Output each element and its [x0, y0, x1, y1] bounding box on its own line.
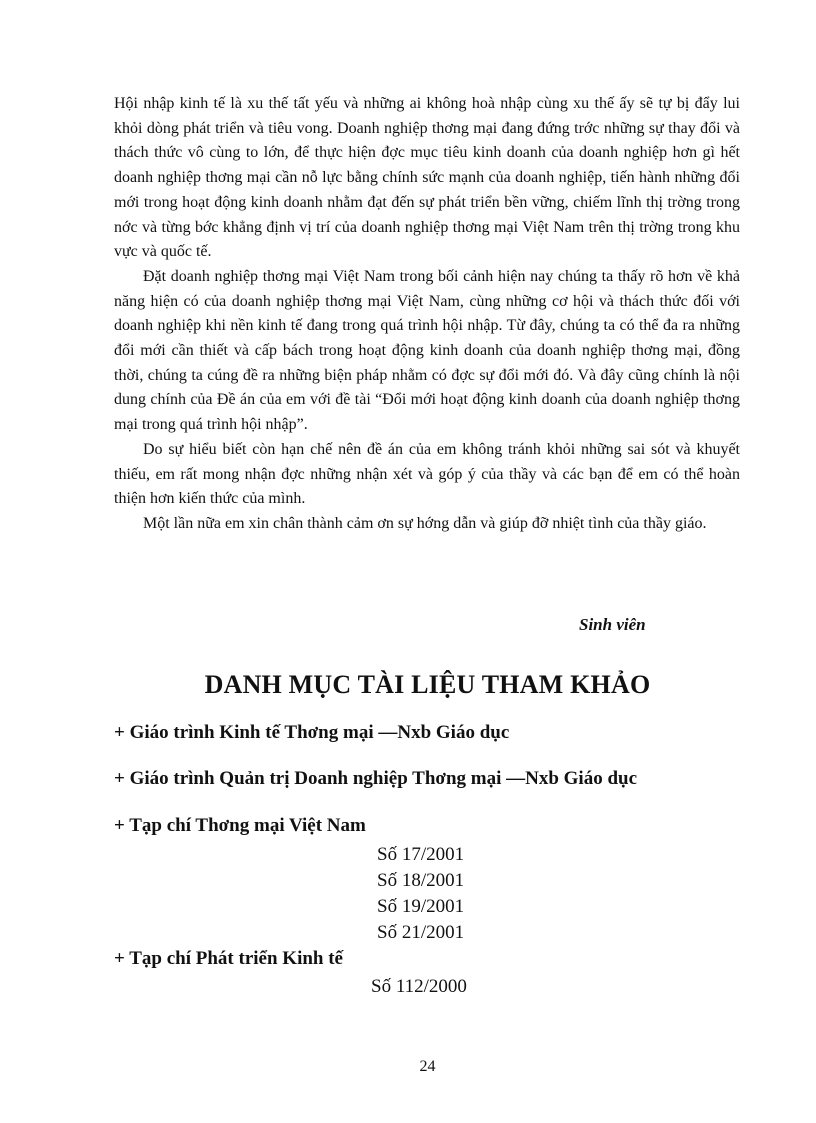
reference-item: + Giáo trình Kinh tế Thơng mại —Nxb Giáo dục: [114, 722, 510, 743]
journal-issue: Số 18/2001: [377, 870, 465, 891]
paragraph-thanks: Một lần nữa em xin chân thành cảm ơn sự hớng dẫn và giúp đỡ nhiệt tình của thầy giáo.: [143, 514, 707, 532]
page-number: 24: [419, 1058, 436, 1075]
signature-label: Sinh viên: [579, 615, 646, 634]
paragraph-integration: Hội nhập kinh tế là xu thế tất yếu và những ai không hoà nhập cùng xu thế ấy sẽ tự bị đẩy lui khỏi dòng phát triển và tiêu vong. Doanh nghiệp thơng mại đang đứng trớc những sự thay đổi và thách thức vô cùng to lớn, để thực hiện đợc mục tiêu kinh doanh của doanh nghiệp hơn gì hết doanh nghiệp thơng mại cần nỗ lực bằng chính sức mạnh của doanh nghiệp, tiến hành những đổi mới trong hoạt động kinh doanh nhằm đạt đến sự phát triển bền vững, chiếm lĩnh thị trờng trong nớc và từng bớc khẳng định vị trí của doanh nghiệp thơng mại Việt Nam trên thị trờng trong khu vực và quốc tế.: [114, 95, 740, 261]
reference-item: + Giáo trình Quản trị Doanh nghiệp Thơng mại —Nxb Giáo dục: [114, 768, 638, 789]
conclusion-body: [114, 92, 740, 537]
paragraph-context: Đặt doanh nghiệp thơng mại Việt Nam trong bối cảnh hiện nay chúng ta thấy rõ hơn về khả năng hiện có của doanh nghiệp thơng mại Việt Nam, cùng những cơ hội và thách thức đối với doanh nghiệp khi nền kinh tế đang trong quá trình hội nhập. Từ đây, chúng ta có thể đa ra những đổi mới cần thiết và cấp bách trong hoạt động kinh doanh của doanh nghiệp thơng mại, đồng thời, chúng ta cúng đề ra những biện pháp nhằm có đợc sự đổi mới đó. Và đây cũng chính là nội dung chính của Đề án của em với đề tài “Đổi mới hoạt động kinh doanh của doanh nghiệp thơng mại trong quá trình hội nhập”.: [114, 267, 740, 434]
reference-item: + Tạp chí Thơng mại Việt Nam: [114, 815, 366, 836]
references-title: DANH MỤC TÀI LIỆU THAM KHẢO: [204, 670, 651, 699]
journal-issue: Số 21/2001: [377, 922, 465, 943]
paragraph-limitations: Do sự hiểu biết còn hạn chế nên đề án của em không tránh khỏi những sai sót và khuyết thiếu, em rất mong nhận đợc những nhận xét và góp ý của thầy và các bạn để em có thể hoàn thiện hơn kiến thức của mình.: [114, 440, 740, 508]
reference-item: + Tạp chí Phát triển Kinh tế: [114, 948, 343, 969]
journal-issue: Số 17/2001: [377, 844, 465, 865]
journal-issue: Số 19/2001: [377, 896, 465, 917]
journal-issue: Số 112/2000: [371, 976, 467, 997]
